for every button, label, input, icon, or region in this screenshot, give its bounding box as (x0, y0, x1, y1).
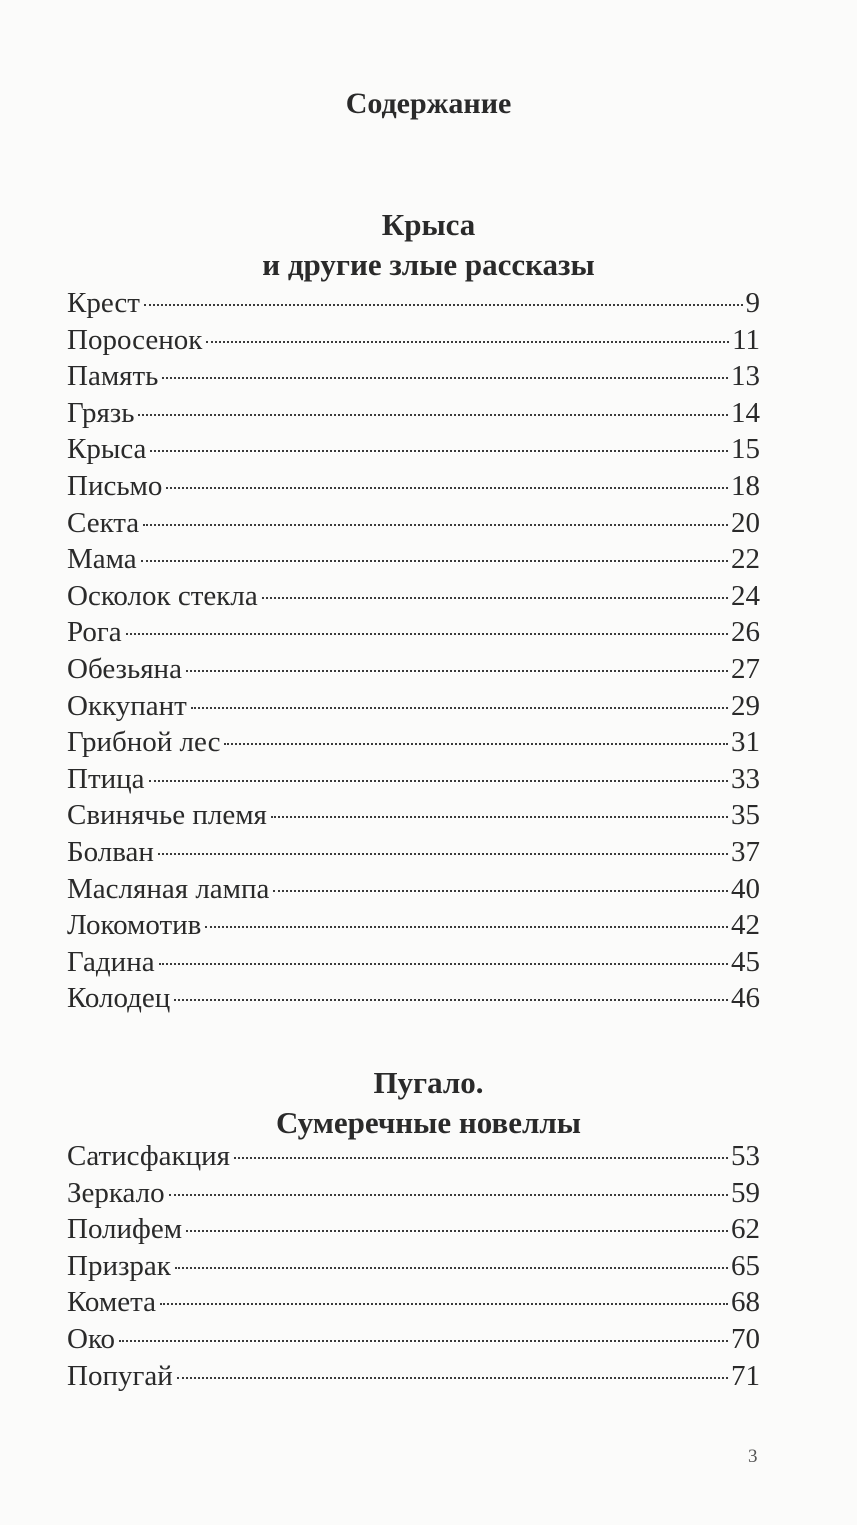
section-heading-scarecrow (0, 1063, 857, 1143)
toc-entry (67, 907, 760, 944)
toc-entry (67, 1284, 760, 1321)
dot-leader (191, 707, 728, 709)
dot-leader (186, 1230, 728, 1232)
dot-leader (224, 743, 728, 745)
toc-entry (67, 468, 760, 505)
dot-leader (174, 999, 728, 1001)
dot-leader (166, 487, 728, 489)
toc-entry-title: Колодец (67, 982, 171, 1015)
section-heading-line: Крыса (381, 207, 476, 242)
toc-entry (67, 1248, 760, 1285)
dot-leader (158, 853, 728, 855)
toc-entry-page: 9 (745, 287, 760, 319)
toc-entry-page: 70 (731, 1322, 760, 1355)
dot-leader (169, 1194, 728, 1196)
dot-leader (141, 560, 728, 562)
dot-leader (175, 1267, 728, 1269)
toc-entry (67, 688, 760, 725)
toc-entry (67, 724, 760, 761)
toc-entry-page: 37 (731, 835, 760, 868)
toc-entry-title: Гадина (67, 945, 155, 978)
toc-entry-page: 26 (731, 616, 760, 649)
toc-entry-page: 62 (731, 1213, 760, 1246)
dot-leader (273, 890, 728, 892)
dot-leader (126, 633, 728, 635)
toc-list-rat (67, 285, 760, 1017)
toc-entry-title: Поросенок (67, 323, 203, 356)
dot-leader (150, 450, 728, 452)
toc-list-scarecrow (67, 1138, 760, 1394)
toc-entry-title: Крыса (67, 433, 147, 466)
toc-entry (67, 541, 760, 578)
toc-entry (67, 1321, 760, 1358)
toc-entry (67, 834, 760, 871)
toc-entry-page: 40 (731, 872, 760, 905)
toc-entry-title: Свинячье племя (67, 799, 267, 832)
toc-entry-page: 45 (731, 945, 760, 978)
toc-entry (67, 797, 760, 834)
toc-entry-page: 24 (731, 579, 760, 612)
dot-leader (262, 597, 728, 599)
dot-leader (234, 1157, 728, 1159)
toc-entry (67, 944, 760, 981)
toc-entry-title: Око (67, 1322, 116, 1355)
toc-entry (67, 505, 760, 542)
toc-entry-title: Локомотив (67, 909, 202, 942)
toc-entry-title: Попугай (67, 1359, 173, 1392)
toc-entry-title: Болван (67, 835, 154, 868)
toc-entry-page: 11 (732, 323, 760, 356)
toc-entry-page: 68 (731, 1286, 760, 1319)
dot-leader (119, 1340, 728, 1342)
toc-entry-title: Комета (67, 1286, 156, 1319)
toc-entry-title: Рога (67, 616, 122, 649)
page-title: Содержание (345, 87, 512, 120)
toc-entry (67, 395, 760, 432)
toc-entry-page: 20 (731, 506, 760, 539)
dot-leader (144, 304, 743, 306)
toc-entry-page: 53 (731, 1140, 760, 1172)
toc-entry-page: 42 (731, 909, 760, 942)
toc-entry-page: 46 (731, 982, 760, 1015)
toc-entry (67, 871, 760, 908)
toc-entry (67, 1175, 760, 1212)
toc-entry-title: Сатисфакция (67, 1140, 231, 1172)
toc-entry-title: Мама (67, 543, 137, 576)
toc-entry (67, 358, 760, 395)
dot-leader (149, 780, 728, 782)
section-heading-line: и другие злые рассказы (262, 247, 595, 282)
toc-entry (67, 1138, 760, 1175)
toc-entry-page: 14 (731, 396, 760, 429)
toc-entry (67, 614, 760, 651)
toc-entry-page: 22 (731, 543, 760, 576)
toc-entry-title: Зеркало (67, 1176, 165, 1209)
page-number: 3 (748, 1446, 758, 1467)
toc-entry-title: Грязь (67, 396, 135, 429)
toc-entry (67, 578, 760, 615)
toc-entry-title: Осколок стекла (67, 579, 258, 612)
toc-entry-title: Письмо (67, 469, 163, 502)
toc-entry (67, 285, 760, 322)
toc-entry-page: 33 (731, 762, 760, 795)
toc-entry (67, 651, 760, 688)
dot-leader (160, 1303, 728, 1305)
section-heading-line: Пугало. (373, 1065, 484, 1100)
toc-entry-title: Память (67, 360, 159, 393)
toc-entry-title: Призрак (67, 1249, 171, 1282)
dot-leader (205, 926, 728, 928)
toc-entry (67, 761, 760, 798)
toc-entry-title: Птица (67, 762, 145, 795)
dot-leader (138, 414, 728, 416)
dot-leader (177, 1377, 728, 1379)
toc-entry-title: Оккупант (67, 689, 187, 722)
section-heading-line: Сумеречные новеллы (276, 1105, 581, 1140)
toc-entry-page: 35 (731, 799, 760, 832)
toc-entry-title: Обезьяна (67, 652, 182, 685)
toc-entry-page: 18 (731, 469, 760, 502)
toc-entry (67, 322, 760, 359)
toc-entry-title: Грибной лес (67, 726, 221, 759)
dot-leader (143, 524, 728, 526)
toc-entry-title: Масляная лампа (67, 872, 270, 905)
toc-entry-title: Полифем (67, 1213, 183, 1246)
dot-leader (159, 963, 728, 965)
dot-leader (186, 670, 728, 672)
toc-entry (67, 431, 760, 468)
toc-entry-title: Секта (67, 506, 140, 539)
toc-entry-page: 15 (731, 433, 760, 466)
toc-entry-page: 71 (731, 1359, 760, 1392)
toc-entry-page: 31 (731, 726, 760, 759)
toc-entry-page: 65 (731, 1249, 760, 1282)
dot-leader (206, 341, 729, 343)
dot-leader (271, 816, 728, 818)
dot-leader (162, 377, 728, 379)
toc-entry-page: 13 (731, 360, 760, 393)
toc-entry (67, 1211, 760, 1248)
toc-entry-page: 29 (731, 689, 760, 722)
toc-entry (67, 980, 760, 1017)
toc-entry-page: 27 (731, 652, 760, 685)
toc-entry-title: Крест (67, 287, 140, 319)
section-heading-rat (0, 205, 857, 285)
toc-entry-page: 59 (731, 1176, 760, 1209)
toc-entry (67, 1358, 760, 1395)
